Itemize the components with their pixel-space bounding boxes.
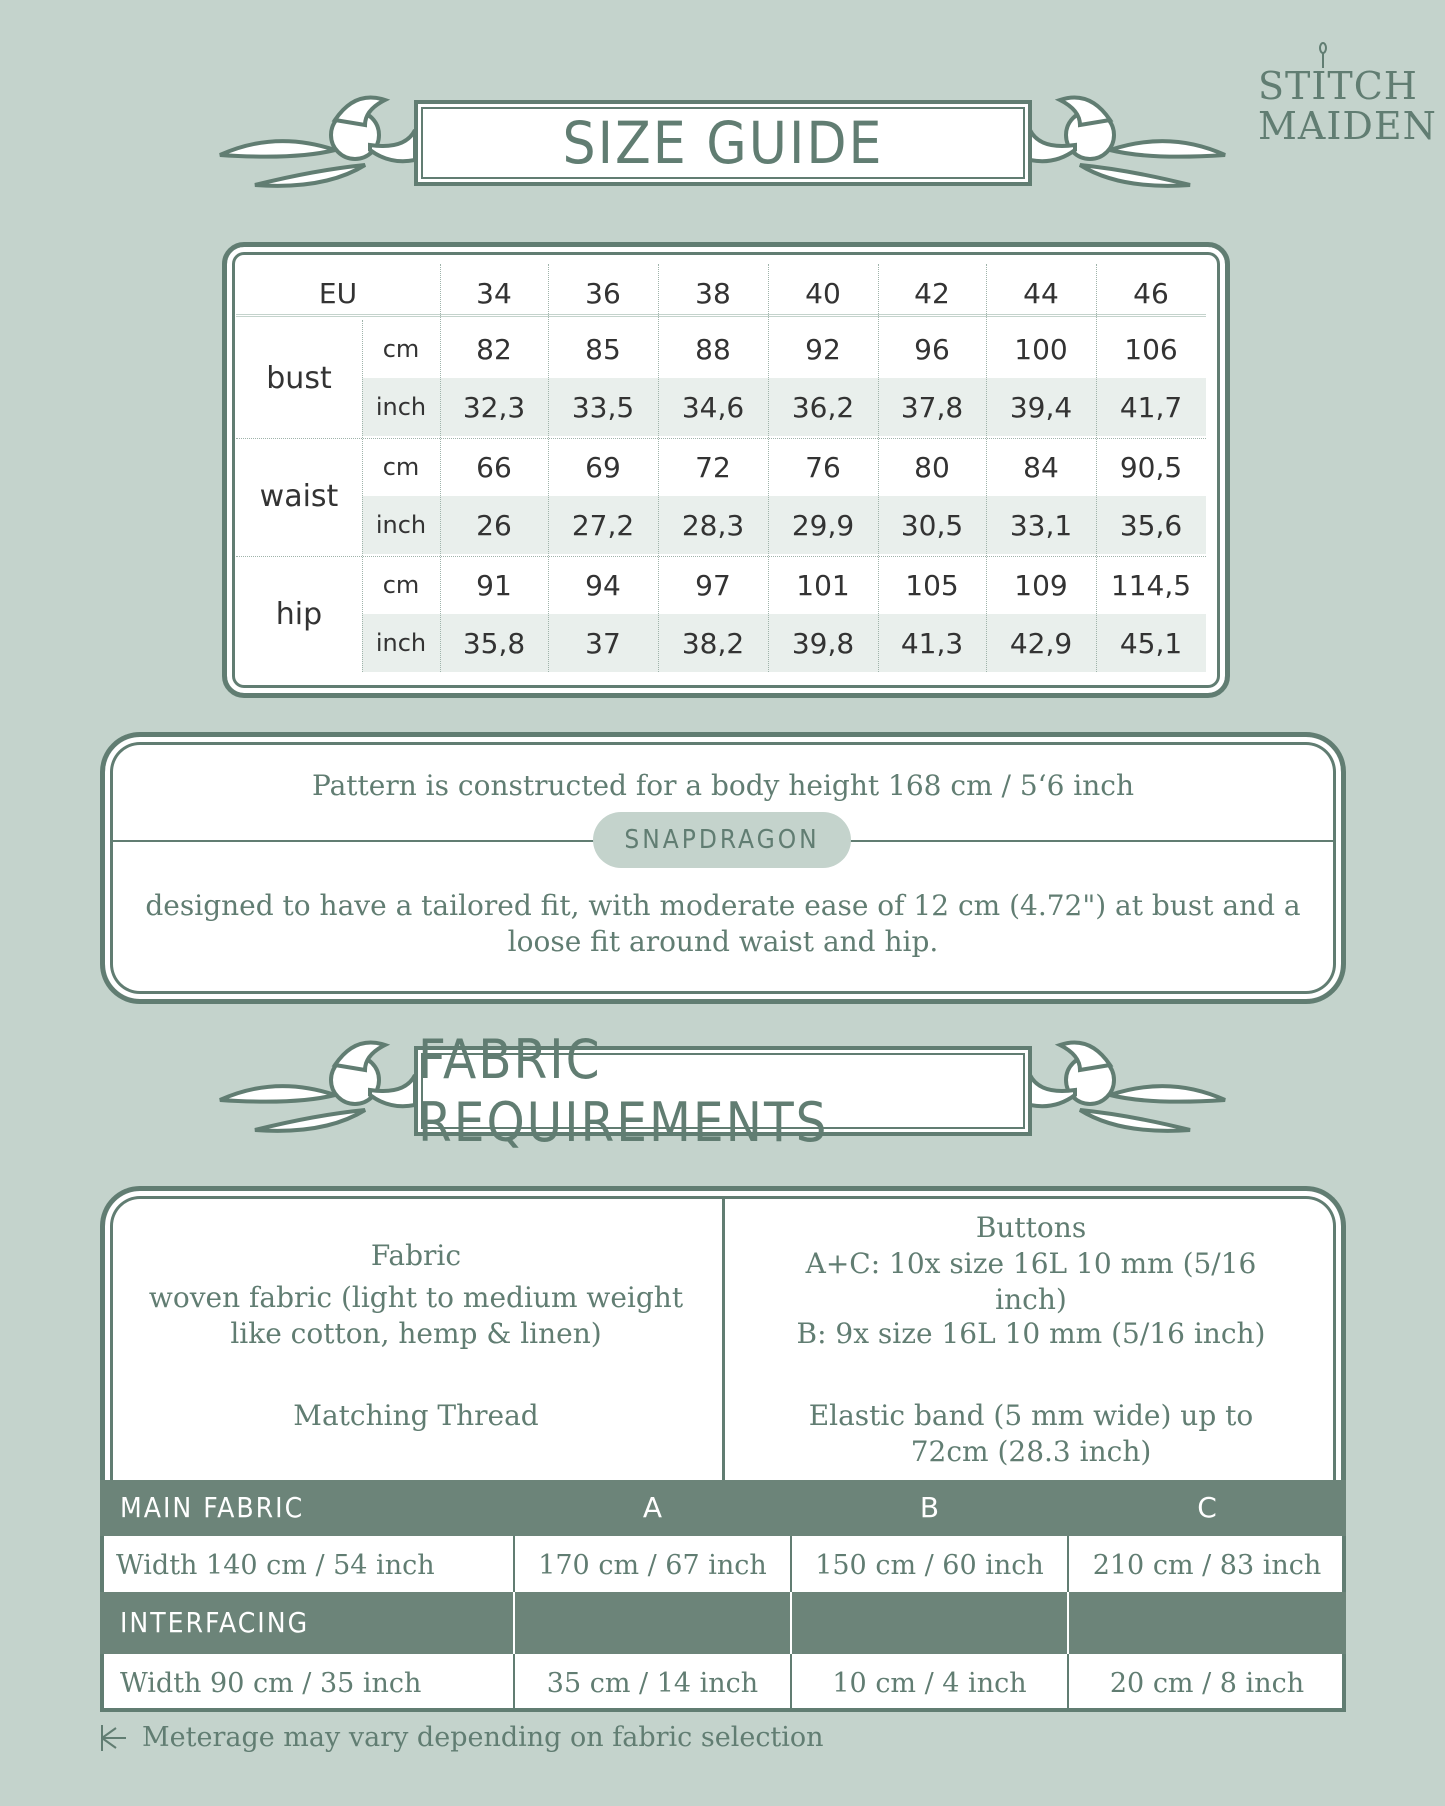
flourish-left-icon xyxy=(215,90,415,200)
unit-inch-label: inch xyxy=(375,393,427,421)
flourish-right-icon-2 xyxy=(1030,1035,1230,1145)
size-value-inch: 30,5 xyxy=(900,508,964,542)
size-value-inch: 38,2 xyxy=(681,626,745,660)
size-value-inch: 41,7 xyxy=(1119,390,1183,424)
size-value-inch: 45,1 xyxy=(1119,626,1183,660)
thread-text: Matching Thread xyxy=(293,1399,539,1432)
interfacing-a: 35 cm / 14 inch xyxy=(546,1668,759,1699)
size-header-cell: 36 xyxy=(585,276,621,310)
size-value-inch: 33,1 xyxy=(1009,508,1073,542)
unit-inch-label: inch xyxy=(375,629,427,657)
col-divider xyxy=(986,264,987,672)
size-value-cm: 106 xyxy=(1124,332,1178,366)
size-value-inch: 39,4 xyxy=(1009,390,1073,424)
size-value-cm: 76 xyxy=(805,450,841,484)
col-b-header: B xyxy=(919,1491,940,1524)
size-value-inch: 26 xyxy=(476,508,512,542)
interfacing-label: INTERFACING xyxy=(120,1606,310,1639)
size-value-inch: 28,3 xyxy=(681,508,745,542)
size-value-cm: 101 xyxy=(796,568,850,602)
size-value-inch: 34,6 xyxy=(681,390,745,424)
interfacing-width: Width 90 cm / 35 inch xyxy=(120,1668,422,1699)
size-value-inch: 39,8 xyxy=(791,626,855,660)
fabric-heading: Fabric xyxy=(370,1239,462,1272)
col-divider xyxy=(658,264,659,672)
unit-cm-label: cm xyxy=(382,335,420,363)
main-fabric-a: 170 cm / 67 inch xyxy=(538,1550,767,1581)
size-value-inch: 27,2 xyxy=(571,508,635,542)
unit-cm-label: cm xyxy=(382,453,420,481)
size-value-inch: 42,9 xyxy=(1009,626,1073,660)
col-c-header: C xyxy=(1197,1491,1217,1524)
buttons-line-1: A+C: 10x size 16L 10 mm (5/16 xyxy=(805,1247,1257,1280)
size-header-label: EU xyxy=(318,276,358,310)
interfacing-sep-3 xyxy=(1067,1592,1069,1654)
leaf-icon xyxy=(100,1723,128,1753)
flourish-left-icon-2 xyxy=(215,1035,415,1145)
logo-line-2: MAIDEN xyxy=(1258,104,1437,148)
size-header-cell: 46 xyxy=(1133,276,1169,310)
size-value-cm: 88 xyxy=(695,332,731,366)
buttons-heading: Buttons xyxy=(975,1211,1087,1244)
size-value-inch: 35,8 xyxy=(462,626,526,660)
size-value-cm: 96 xyxy=(914,332,950,366)
elastic-line-1: Elastic band (5 mm wide) up to xyxy=(808,1399,1254,1432)
size-value-inch: 35,6 xyxy=(1119,508,1183,542)
main-fabric-b: 150 cm / 60 inch xyxy=(815,1550,1044,1581)
size-value-cm: 105 xyxy=(905,568,959,602)
size-value-cm: 80 xyxy=(914,450,950,484)
buttons-line-3: B: 9x size 16L 10 mm (5/16 inch) xyxy=(796,1317,1266,1350)
size-value-inch: 37,8 xyxy=(900,390,964,424)
unit-divider xyxy=(362,320,363,672)
col-divider xyxy=(440,264,441,672)
measure-label: waist xyxy=(259,478,339,514)
size-value-cm: 97 xyxy=(695,568,731,602)
size-guide-title: SIZE GUIDE xyxy=(414,100,1032,186)
flourish-right-icon xyxy=(1030,90,1230,200)
size-value-cm: 100 xyxy=(1014,332,1068,366)
size-header-cell: 38 xyxy=(695,276,731,310)
col-divider xyxy=(1096,264,1097,672)
main-fabric-label: MAIN FABRIC xyxy=(120,1491,305,1524)
size-value-cm: 84 xyxy=(1023,450,1059,484)
size-value-cm: 91 xyxy=(476,568,512,602)
fit-line-2: loose fit around waist and hip. xyxy=(507,925,939,958)
size-value-inch: 32,3 xyxy=(462,390,526,424)
size-value-cm: 82 xyxy=(476,332,512,366)
size-value-cm: 92 xyxy=(805,332,841,366)
size-value-cm: 109 xyxy=(1014,568,1068,602)
row-group-divider xyxy=(236,556,1206,557)
col-a-header: A xyxy=(642,1491,663,1524)
buttons-line-2: inch) xyxy=(995,1283,1067,1316)
size-header-cell: 34 xyxy=(476,276,512,310)
interfacing-b: 10 cm / 4 inch xyxy=(832,1668,1027,1699)
unit-cm-label: cm xyxy=(382,571,420,599)
col-divider xyxy=(768,264,769,672)
brand-logo xyxy=(1258,44,1437,148)
size-value-cm: 69 xyxy=(585,450,621,484)
size-value-inch: 33,5 xyxy=(571,390,635,424)
fit-line-1: designed to have a tailored fit, with moderate ease of 12 cm (4.72") at bust and a xyxy=(145,889,1301,922)
header-divider xyxy=(236,314,1206,317)
interfacing-sep-2 xyxy=(790,1592,792,1654)
size-header-cell: 40 xyxy=(805,276,841,310)
size-value-inch: 37 xyxy=(585,626,621,660)
footnote-text: Meterage may vary depending on fabric selection xyxy=(142,1722,824,1753)
size-value-cm: 90,5 xyxy=(1119,450,1183,484)
size-value-cm: 94 xyxy=(585,568,621,602)
footnote xyxy=(100,1722,824,1753)
size-value-cm: 66 xyxy=(476,450,512,484)
size-value-inch: 41,3 xyxy=(900,626,964,660)
measure-label: bust xyxy=(266,360,332,396)
fabric-line-2: like cotton, hemp & linen) xyxy=(230,1317,602,1350)
size-value-inch: 29,9 xyxy=(791,508,855,542)
logo-line-1: STITCH xyxy=(1258,64,1418,108)
body-height-text: Pattern is constructed for a body height 168 cm / 5‘6 inch xyxy=(312,769,1134,802)
col-divider xyxy=(878,264,879,672)
interfacing-sep-1 xyxy=(513,1592,515,1654)
size-header-cell: 44 xyxy=(1023,276,1059,310)
size-header-cell: 42 xyxy=(914,276,950,310)
needle-icon xyxy=(1316,42,1330,68)
main-fabric-width: Width 140 cm / 54 inch xyxy=(116,1550,435,1581)
main-fabric-c: 210 cm / 83 inch xyxy=(1092,1550,1322,1581)
size-value-cm: 72 xyxy=(695,450,731,484)
pattern-name-badge: SNAPDRAGON xyxy=(593,812,851,868)
size-value-inch: 36,2 xyxy=(791,390,855,424)
unit-inch-label: inch xyxy=(375,511,427,539)
fabric-title: FABRIC REQUIREMENTS xyxy=(414,1046,1032,1136)
row-group-divider xyxy=(236,438,1206,439)
interfacing-c: 20 cm / 8 inch xyxy=(1109,1668,1305,1699)
measure-label: hip xyxy=(275,596,323,632)
col-divider xyxy=(548,264,549,672)
size-value-cm: 85 xyxy=(585,332,621,366)
elastic-line-2: 72cm (28.3 inch) xyxy=(910,1435,1152,1468)
size-value-cm: 114,5 xyxy=(1110,568,1192,602)
fabric-line-1: woven fabric (light to medium weight xyxy=(148,1281,684,1314)
